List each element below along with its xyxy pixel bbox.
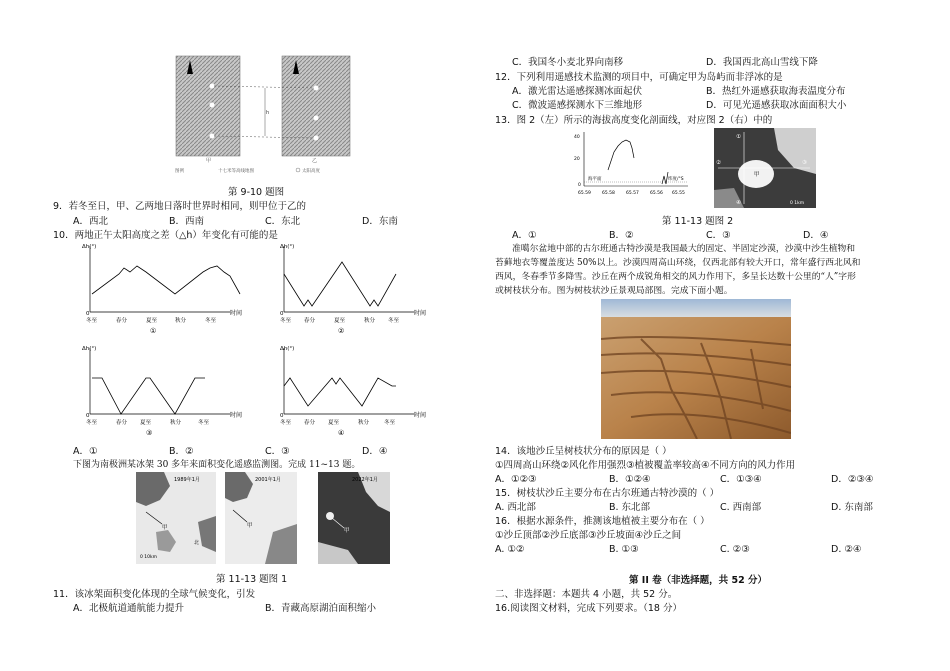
question-13-option-c: C．③ xyxy=(706,230,731,241)
svg-text:纬度/°S: 纬度/°S xyxy=(668,177,684,182)
ice-shelf-photo-2001 xyxy=(225,472,297,564)
svg-text:40: 40 xyxy=(574,135,580,140)
svg-text:0: 0 xyxy=(86,413,90,419)
q13-elevation-profile xyxy=(572,128,706,208)
svg-text:0: 0 xyxy=(86,311,90,317)
svg-text:秋分: 秋分 xyxy=(170,420,182,426)
svg-text:冬至: 冬至 xyxy=(198,420,210,426)
question-16-option-b: B. ①③ xyxy=(609,544,639,555)
question-10-option-c: C．③ xyxy=(265,446,290,457)
svg-text:65.59: 65.59 xyxy=(578,191,591,196)
svg-text:h: h xyxy=(266,110,270,116)
question-16-open: 16.阅读图文材料，完成下列要求。（18 分） xyxy=(495,603,682,614)
question-15-option-b: B. 东北部 xyxy=(609,502,651,513)
svg-text:冬至: 冬至 xyxy=(280,318,292,324)
svg-text:65.55: 65.55 xyxy=(672,191,685,196)
svg-text:④: ④ xyxy=(338,429,345,437)
svg-text:秋分: 秋分 xyxy=(358,420,370,426)
svg-text:春分: 春分 xyxy=(116,420,128,426)
svg-text:Δh(°): Δh(°) xyxy=(280,346,295,352)
svg-text:①: ① xyxy=(736,134,741,140)
question-15-option-a: A. 西北部 xyxy=(495,502,536,513)
svg-text:秋分: 秋分 xyxy=(175,318,187,324)
svg-text:时间: 时间 xyxy=(230,310,243,317)
question-15-option-c: C. 西南部 xyxy=(720,502,762,513)
svg-text:甲: 甲 xyxy=(162,525,168,531)
question-11-option-b: B．青藏高原湖泊面积缩小 xyxy=(265,603,377,614)
question-15-option-d: D. 东南部 xyxy=(831,502,873,513)
question-10-graph-4 xyxy=(278,342,463,442)
svg-text:冬至: 冬至 xyxy=(384,420,396,426)
passage-line-3: 西风，冬春季节多降雪。沙丘在两个成锐角相交的风力作用下，多呈长达数十公里的“人”字形 xyxy=(495,272,856,282)
svg-text:甲: 甲 xyxy=(344,528,350,534)
question-12-option-c: C．微波遥感探测水下三维地形 xyxy=(512,100,643,111)
question-11-option-d: D．我国西北高山雪线下降 xyxy=(706,57,818,68)
figure-9-10-map xyxy=(170,52,355,180)
question-14-option-d: D．②③④ xyxy=(831,474,874,485)
svg-text:①: ① xyxy=(150,327,157,335)
svg-text:冬至: 冬至 xyxy=(388,318,400,324)
question-11-option-c: C．我国冬小麦北界向南移 xyxy=(512,57,624,68)
svg-text:2022年1月: 2022年1月 xyxy=(352,477,378,483)
svg-text:0: 0 xyxy=(280,413,284,419)
figure-9-10-caption: 第 9-10 题图 xyxy=(228,187,285,198)
svg-text:冬至: 冬至 xyxy=(86,420,98,426)
question-9-option-b: B．西南 xyxy=(169,216,205,227)
question-13-option-b: B．② xyxy=(609,230,634,241)
svg-text:冬至: 冬至 xyxy=(205,318,217,324)
question-13-option-d: D．④ xyxy=(803,230,829,241)
svg-text:④: ④ xyxy=(736,200,741,206)
q13-satellite-map xyxy=(714,128,816,208)
part-2-section: 二、非选择题：本题共 4 小题，共 52 分。 xyxy=(495,589,678,600)
question-9-option-a: A．西北 xyxy=(73,216,108,227)
question-10-option-a: A．① xyxy=(73,446,98,457)
question-9-stem: 9．若冬至日，甲、乙两地日落时世界时相同，则甲位于乙的 xyxy=(53,201,307,212)
question-16-stem: 16．根据水源条件，推测该地植被主要分布在（ ） xyxy=(495,516,710,527)
question-10-stem: 10．两地正午太阳高度之差（△h）年变化有可能的是 xyxy=(53,230,278,241)
ice-shelf-photo-2022 xyxy=(318,472,390,564)
question-10-graph-3 xyxy=(80,342,265,442)
part-2-title: 第 II 卷（非选择题，共 52 分） xyxy=(629,575,768,586)
svg-text:65.58: 65.58 xyxy=(602,191,615,196)
question-16-sub: ①沙丘顶部②沙丘底部③沙丘坡面④沙丘之间 xyxy=(495,530,682,541)
svg-text:夏至: 夏至 xyxy=(146,318,158,324)
svg-text:②: ② xyxy=(716,160,721,166)
svg-text:春分: 春分 xyxy=(304,420,316,426)
question-14-option-c: C．①③④ xyxy=(720,474,762,485)
question-16-option-d: D. ②④ xyxy=(831,544,862,555)
question-13-stem: 13．图 2（左）所示的海拔高度变化剖面线，对应图 2（右）中的 xyxy=(495,115,773,126)
question-14-option-a: A．①②③ xyxy=(495,474,537,485)
svg-text:Δh(°): Δh(°) xyxy=(280,244,295,250)
svg-text:北: 北 xyxy=(194,540,200,546)
svg-text:0 10km: 0 10km xyxy=(140,555,158,560)
figure-11-13-caption-2: 第 11-13 题图 2 xyxy=(662,216,734,227)
svg-text:夏至: 夏至 xyxy=(328,420,340,426)
question-10-graph-2 xyxy=(278,240,463,340)
svg-text:甲: 甲 xyxy=(247,523,253,529)
question-16-option-a: A. ①② xyxy=(495,544,525,555)
svg-text:冬至: 冬至 xyxy=(280,420,292,426)
intro-11-13: 下图为南极洲某冰架 30 多年来面积变化遥感监测图。完成 11~13 题。 xyxy=(73,460,361,470)
question-9-option-d: D．东南 xyxy=(362,216,398,227)
ice-shelf-photo-1989 xyxy=(136,472,216,564)
svg-text:③: ③ xyxy=(802,160,807,166)
svg-text:春分: 春分 xyxy=(116,318,128,324)
svg-text:春分: 春分 xyxy=(304,318,316,324)
svg-text:65.56: 65.56 xyxy=(650,191,663,196)
svg-text:0 1km: 0 1km xyxy=(790,201,805,206)
svg-text:乙: 乙 xyxy=(312,158,318,164)
svg-text:夏至: 夏至 xyxy=(334,318,346,324)
question-12-option-a: A．激光雷达遥感探测冰面起伏 xyxy=(512,86,642,97)
svg-text:甲: 甲 xyxy=(754,172,760,178)
question-16-option-c: C. ②③ xyxy=(720,544,750,555)
dendritic-dune-photo xyxy=(601,299,791,439)
figure-9-10 xyxy=(170,52,355,180)
question-11-option-a: A．北极航道通航能力提升 xyxy=(73,603,184,614)
svg-text:时间: 时间 xyxy=(414,310,427,317)
svg-text:0: 0 xyxy=(578,183,581,188)
question-14-stem: 14．该地沙丘呈树枝状分布的原因是（ ） xyxy=(495,446,672,457)
svg-text:Δh(°): Δh(°) xyxy=(82,346,97,352)
svg-text:十七米等高线地图: 十七米等高线地图 xyxy=(218,169,254,174)
svg-text:秋分: 秋分 xyxy=(364,318,376,324)
svg-text:冬至: 冬至 xyxy=(86,318,98,324)
question-10-option-d: D．④ xyxy=(362,446,388,457)
question-10-option-b: B．② xyxy=(169,446,194,457)
svg-text:甲: 甲 xyxy=(206,158,212,164)
svg-text:2001年1月: 2001年1月 xyxy=(255,477,281,483)
question-13-option-a: A．① xyxy=(512,230,537,241)
svg-text:时间: 时间 xyxy=(414,412,427,419)
svg-text:20: 20 xyxy=(574,157,580,162)
svg-text:Δh(°): Δh(°) xyxy=(82,244,97,250)
question-15-stem: 15．树枝状沙丘主要分布在古尔班通古特沙漠的（ ） xyxy=(495,488,720,499)
passage-line-1: 准噶尔盆地中部的古尔班通古特沙漠是我国最大的固定、半固定沙漠，沙漠中沙生植物和 xyxy=(512,244,856,254)
question-11-stem: 11．该冰架面积变化体现的全球气候变化，引发 xyxy=(53,589,256,600)
svg-text:②: ② xyxy=(338,327,345,335)
svg-text:65.57: 65.57 xyxy=(626,191,639,196)
figure-11-13-caption-1: 第 11-13 题图 1 xyxy=(216,574,288,585)
svg-text:0: 0 xyxy=(280,311,284,317)
passage-line-4: 或树枝状分布。图为树枝状沙丘景观局部图。完成下面小题。 xyxy=(495,286,733,296)
question-14-sub: ①四周高山环绕②风化作用强烈③植被覆盖率较高④不同方向的风力作用 xyxy=(495,460,796,471)
question-10-graph-1 xyxy=(80,240,265,340)
svg-text:海平面: 海平面 xyxy=(588,177,602,182)
svg-text:③: ③ xyxy=(146,429,153,437)
svg-text:1989年1月: 1989年1月 xyxy=(174,477,200,483)
question-14-option-b: B．①②④ xyxy=(609,474,651,485)
question-12-option-b: B．热红外遥感获取海表温度分布 xyxy=(706,86,846,97)
question-12-option-d: D．可见光遥感获取冰面面积大小 xyxy=(706,100,847,111)
passage-line-2: 苔藓地衣等覆盖度达 50%以上。沙漠四周高山环绕，仅西北部有较大开口，常年盛行西北风和 xyxy=(495,258,861,268)
svg-text:太阳高度: 太阳高度 xyxy=(302,169,320,174)
svg-text:图例: 图例 xyxy=(175,169,184,174)
svg-text:时间: 时间 xyxy=(230,412,243,419)
svg-text:夏至: 夏至 xyxy=(140,420,152,426)
question-9-option-c: C．东北 xyxy=(265,216,301,227)
question-12-stem: 12．下列利用遥感技术监测的项目中，可确定甲为岛屿而非浮冰的是 xyxy=(495,72,783,83)
